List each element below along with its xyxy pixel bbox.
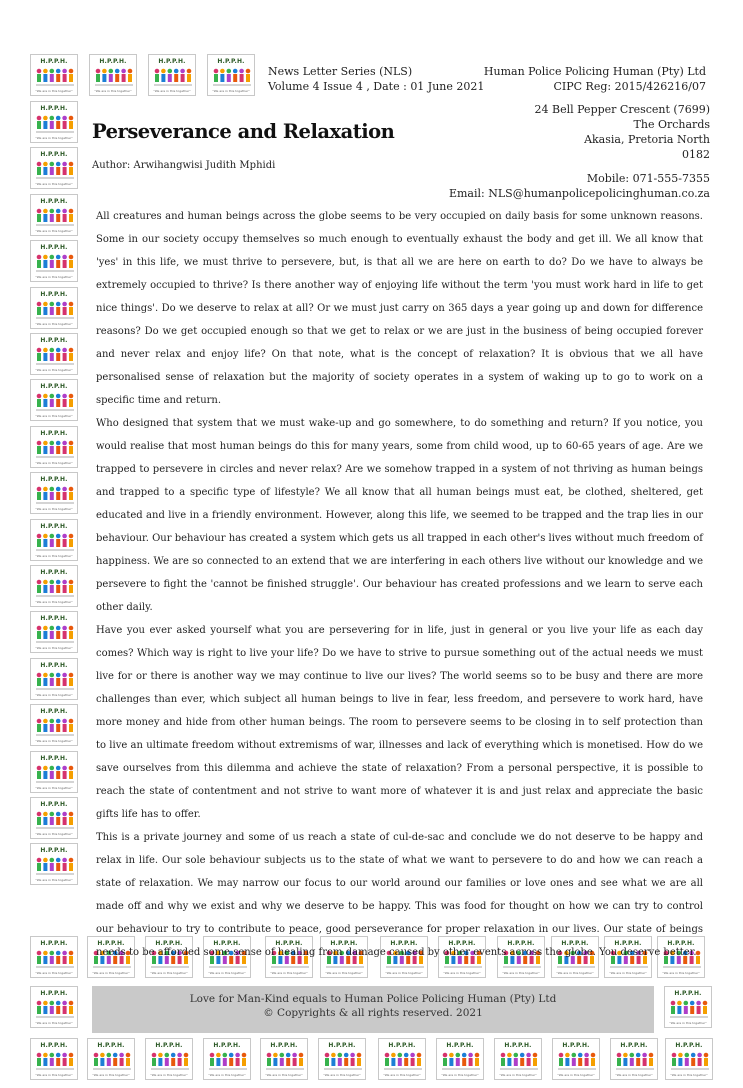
logo-caption: "We are in this together" — [35, 414, 73, 418]
hpph-logo-tile — [30, 54, 78, 96]
hpph-logo-tile — [30, 1038, 78, 1080]
people-figures-icon — [35, 438, 75, 460]
people-figures-icon — [35, 623, 75, 645]
people-figures-icon — [35, 763, 75, 785]
logo-text: H.P.P.H. — [213, 940, 241, 947]
people-figures-icon — [265, 1050, 305, 1072]
logo-text: H.P.P.H. — [40, 105, 68, 112]
logo-caption: "We are in this together" — [670, 1073, 708, 1077]
people-figures-icon — [323, 1050, 363, 1072]
article-title: Perseverance and Relaxation — [92, 120, 395, 143]
people-figures-icon — [150, 1050, 190, 1072]
logo-text: H.P.P.H. — [40, 476, 68, 483]
logo-caption: "We are in this together" — [35, 1073, 73, 1077]
hpph-logo-tile — [30, 751, 78, 793]
logo-caption: "We are in this together" — [208, 1073, 246, 1077]
logo-text: H.P.P.H. — [40, 383, 68, 390]
logo-caption: "We are in this together" — [556, 971, 594, 975]
hpph-logo-tile — [30, 333, 78, 375]
logo-caption: "We are in this together" — [150, 1073, 188, 1077]
logo-text: H.P.P.H. — [507, 940, 535, 947]
hpph-logo-tile — [30, 936, 78, 978]
logo-caption: "We are in this together" — [92, 971, 130, 975]
people-figures-icon — [35, 206, 75, 228]
logo-caption: "We are in this together" — [662, 971, 700, 975]
hpph-logo-tile — [436, 1038, 484, 1080]
hpph-logo-tile — [30, 472, 78, 514]
logo-caption: "We are in this together" — [669, 1021, 707, 1025]
logo-caption: "We are in this together" — [150, 971, 188, 975]
hpph-logo-tile — [30, 287, 78, 329]
logo-text: H.P.P.H. — [40, 430, 68, 437]
logo-text: H.P.P.H. — [40, 1042, 68, 1049]
logo-text: H.P.P.H. — [330, 940, 358, 947]
logo-text: H.P.P.H. — [97, 940, 125, 947]
logo-caption: "We are in this together" — [92, 1073, 130, 1077]
logo-caption: "We are in this together" — [35, 646, 73, 650]
logo-text: H.P.P.H. — [275, 940, 303, 947]
people-figures-icon — [35, 855, 75, 877]
logo-text: H.P.P.H. — [217, 58, 245, 65]
contact-block — [449, 171, 710, 201]
logo-text: H.P.P.H. — [328, 1042, 356, 1049]
people-figures-icon — [669, 998, 709, 1020]
logo-text: H.P.P.H. — [99, 58, 127, 65]
people-figures-icon — [670, 1050, 710, 1072]
people-figures-icon — [35, 577, 75, 599]
logo-caption: "We are in this together" — [208, 971, 246, 975]
paragraph: Who designed that system that we must wake-up and go somewhere, to do something and return? If you notice, you would realise that most human beings do this for many years, some from child wood, up to 60-65 years of age. Are we trapped to persevere in circles and never relax? Are we somehow trapped in a system of not thriving as human beings and trapped to a specific type of lifestyle? We all know that all human beings must eat, be clothed, sheltered, get educated and live in a friendly environment. However, along this life, we seemed to be trapped and the trap lies in our behaviour. Our behaviour has created a system which gets us all trapped in each other's lives without much freedom of happiness. We are so connected to an extend that we are interfering in each others live without our knowledge and we persevere to fight the 'cannot be finished struggle'. Our behaviour has created professions and we learn to serve each other daily. — [96, 418, 703, 613]
people-figures-icon — [35, 159, 75, 181]
logo-text: H.P.P.H. — [158, 58, 186, 65]
logo-text: H.P.P.H. — [446, 1042, 474, 1049]
people-figures-icon — [35, 998, 75, 1020]
hpph-logo-tile — [610, 1038, 658, 1080]
logo-caption: "We are in this together" — [35, 786, 73, 790]
article-body — [96, 205, 703, 964]
logo-text: H.P.P.H. — [40, 58, 68, 65]
newsletter-series-block — [268, 64, 484, 94]
company-name: Human Police Policing Human (Pty) Ltd — [483, 65, 706, 78]
people-figures-icon — [557, 1050, 597, 1072]
people-figures-icon — [383, 1050, 423, 1072]
logo-text: H.P.P.H. — [40, 615, 68, 622]
logo-text: H.P.P.H. — [675, 1042, 703, 1049]
people-figures-icon — [35, 1050, 75, 1072]
logo-caption: "We are in this together" — [499, 1073, 537, 1077]
hpph-logo-tile — [30, 101, 78, 143]
paragraph: This is a private journey and some of us reach a state of cul-de-sac and conclude we do not deserve to be happy and relax in life. Our sole behaviour subjects us to the state of what we want to persevere to do and how we can reach a state of relaxation. We may narrow our focus to our world around our families or love ones and see what we are all made off and why we exist and why we deserve to be happy. This was food for thought on how we can try to control our behaviour to try to contribute to peace, good perseverance for proper relaxation in our lives. Our state of beings needs to be afforded some sense of healing from damage caused by other events across the globe. You deserve better. — [96, 832, 703, 958]
logo-caption: "We are in this together" — [35, 507, 73, 511]
logo-text: H.P.P.H. — [40, 337, 68, 344]
logo-caption: "We are in this together" — [441, 1073, 479, 1077]
logo-caption: "We are in this together" — [35, 229, 73, 233]
logo-caption: "We are in this together" — [35, 971, 73, 975]
people-figures-icon — [615, 1050, 655, 1072]
people-figures-icon — [212, 66, 252, 88]
paragraph: Have you ever asked yourself what you are persevering for in life, just in general or you live your life as each day comes? Which way is right to live your life? Do we have to strive to pursue something out of the actual needs we must live for or there is another way we may continue to live our lives? The world seems so to be busy and there are more challenges than ever, which subject all human beings to live in fear, less freedom, and persevere to work hard, have more money and hide from other human beings. The room to persevere seems to be closing in to self protection than to live an ultimate freedom without extremisms of war, illnesses and lack of everything which is monetised. How do we save ourselves from this dilemma and achieve the state of relaxation? From a personal perspective, it is possible to reach the state of contentment and not strive to want more of whatever it is and just relax and appreciate the basic gifts life has to offer. — [96, 625, 703, 820]
people-figures-icon — [94, 66, 134, 88]
logo-caption: "We are in this together" — [212, 89, 250, 93]
hpph-logo-tile — [145, 1038, 193, 1080]
hpph-logo-tile — [30, 240, 78, 282]
logo-text: H.P.P.H. — [614, 940, 642, 947]
hpph-logo-tile — [318, 1038, 366, 1080]
logo-text: H.P.P.H. — [155, 940, 183, 947]
hpph-logo-tile — [30, 658, 78, 700]
logo-caption: "We are in this together" — [35, 461, 73, 465]
hpph-logo-tile — [30, 194, 78, 236]
logo-text: H.P.P.H. — [620, 1042, 648, 1049]
address-line: The Orchards — [633, 118, 710, 131]
hpph-logo-tile — [30, 379, 78, 421]
logo-caption: "We are in this together" — [383, 1073, 421, 1077]
logo-caption: "We are in this together" — [94, 89, 132, 93]
hpph-logo-tile — [30, 797, 78, 839]
footer-banner — [92, 986, 654, 1033]
hpph-logo-tile — [552, 1038, 600, 1080]
logo-caption: "We are in this together" — [35, 136, 73, 140]
people-figures-icon — [35, 948, 75, 970]
hpph-logo-tile — [665, 1038, 713, 1080]
logo-text: H.P.P.H. — [40, 847, 68, 854]
logo-text: H.P.P.H. — [40, 244, 68, 251]
hpph-logo-tile — [664, 986, 712, 1028]
people-figures-icon — [35, 809, 75, 831]
people-figures-icon — [35, 252, 75, 274]
logo-caption: "We are in this together" — [323, 1073, 361, 1077]
address-line: 24 Bell Pepper Crescent (7699) — [534, 103, 710, 116]
email-address: Email: NLS@humanpolicepolicinghuman.co.za — [448, 187, 710, 200]
logo-text: H.P.P.H. — [97, 1042, 125, 1049]
logo-text: H.P.P.H. — [270, 1042, 298, 1049]
people-figures-icon — [92, 1050, 132, 1072]
logo-caption: "We are in this together" — [35, 182, 73, 186]
footer-copyright: © Copyrights & all rights reserved. 2021 — [263, 1007, 483, 1019]
footer-tagline: Love for Man-Kind equals to Human Police Policing Human (Pty) Ltd — [189, 993, 557, 1005]
logo-caption: "We are in this together" — [35, 600, 73, 604]
hpph-logo-tile — [87, 1038, 135, 1080]
logo-text: H.P.P.H. — [40, 755, 68, 762]
logo-text: H.P.P.H. — [40, 569, 68, 576]
logo-text: H.P.P.H. — [390, 940, 418, 947]
logo-text: H.P.P.H. — [40, 291, 68, 298]
logo-caption: "We are in this together" — [557, 1073, 595, 1077]
people-figures-icon — [35, 670, 75, 692]
logo-caption: "We are in this together" — [35, 878, 73, 882]
hpph-logo-tile — [30, 565, 78, 607]
paragraph: All creatures and human beings across the globe seems to be very occupied on daily basis for some unknown reasons. Some in our society occupy themselves so much enough to eventually exhaust the body and get ill. We all know that 'yes' in this life, we must thrive to persevere, but, is that all we are here on earth to do? Do we have to always be extremely occupied to thrive? Is there another way of enjoying life without the term 'you must work hard in life to get nice things'. Do we deserve to relax at all? Or we must just carry on 365 days a year going up and down for difference reasons? Do we get occupied enough so that we get to relax or we are just in the business of being occupied forever and never relax and enjoy life? On that note, what is the concept of relaxation? It is obvious that we all have personalised sense of relaxation but the majority of society operates in a system of waking up to go to work on a specific time and return. — [96, 211, 703, 406]
people-figures-icon — [35, 531, 75, 553]
logo-text: H.P.P.H. — [40, 940, 68, 947]
mobile-number: Mobile: 071-555-7355 — [586, 172, 710, 185]
logo-text: H.P.P.H. — [40, 198, 68, 205]
logo-caption: "We are in this together" — [35, 1021, 73, 1025]
logo-caption: "We are in this together" — [502, 971, 540, 975]
article-author: Author: Arwihangwisi Judith Mphidi — [92, 160, 276, 171]
logo-caption: "We are in this together" — [615, 1073, 653, 1077]
logo-text: H.P.P.H. — [40, 708, 68, 715]
people-figures-icon — [441, 1050, 481, 1072]
hpph-logo-tile — [30, 147, 78, 189]
hpph-logo-tile — [30, 426, 78, 468]
logo-text: H.P.P.H. — [213, 1042, 241, 1049]
address-line: Akasia, Pretoria North — [584, 133, 710, 146]
hpph-logo-tile — [89, 54, 137, 96]
logo-caption: "We are in this together" — [270, 971, 308, 975]
logo-text: H.P.P.H. — [155, 1042, 183, 1049]
hpph-logo-tile — [203, 1038, 251, 1080]
logo-text: H.P.P.H. — [504, 1042, 532, 1049]
hpph-logo-tile — [30, 986, 78, 1028]
logo-text: H.P.P.H. — [40, 801, 68, 808]
series-label: News Letter Series (NLS) — [268, 65, 413, 78]
logo-caption: "We are in this together" — [609, 971, 647, 975]
logo-text: H.P.P.H. — [40, 151, 68, 158]
hpph-logo-tile — [260, 1038, 308, 1080]
hpph-logo-tile — [378, 1038, 426, 1080]
hpph-logo-tile — [494, 1038, 542, 1080]
issue-date: Volume 4 Issue 4 , Date : 01 June 2021 — [268, 80, 485, 93]
logo-text: H.P.P.H. — [561, 940, 589, 947]
logo-caption: "We are in this together" — [35, 554, 73, 558]
logo-caption: "We are in this together" — [325, 971, 363, 975]
logo-caption: "We are in this together" — [35, 739, 73, 743]
company-block — [484, 64, 706, 94]
logo-caption: "We are in this together" — [153, 89, 191, 93]
hpph-logo-tile — [30, 611, 78, 653]
people-figures-icon — [35, 345, 75, 367]
logo-caption: "We are in this together" — [385, 971, 423, 975]
address-block — [535, 102, 710, 162]
logo-text: H.P.P.H. — [40, 662, 68, 669]
people-figures-icon — [35, 716, 75, 738]
logo-text: H.P.P.H. — [667, 940, 695, 947]
people-figures-icon — [35, 391, 75, 413]
logo-text: H.P.P.H. — [388, 1042, 416, 1049]
logo-text: H.P.P.H. — [448, 940, 476, 947]
logo-caption: "We are in this together" — [35, 368, 73, 372]
address-line: 0182 — [682, 148, 710, 161]
hpph-logo-tile — [30, 519, 78, 561]
logo-caption: "We are in this together" — [35, 832, 73, 836]
logo-caption: "We are in this together" — [35, 275, 73, 279]
logo-caption: "We are in this together" — [443, 971, 481, 975]
hpph-logo-tile — [148, 54, 196, 96]
people-figures-icon — [35, 484, 75, 506]
logo-caption: "We are in this together" — [35, 89, 73, 93]
logo-text: H.P.P.H. — [40, 990, 68, 997]
logo-caption: "We are in this together" — [35, 322, 73, 326]
logo-text: H.P.P.H. — [674, 990, 702, 997]
people-figures-icon — [153, 66, 193, 88]
logo-caption: "We are in this together" — [35, 693, 73, 697]
hpph-logo-tile — [30, 704, 78, 746]
logo-text: H.P.P.H. — [40, 523, 68, 530]
people-figures-icon — [35, 299, 75, 321]
logo-caption: "We are in this together" — [265, 1073, 303, 1077]
people-figures-icon — [35, 66, 75, 88]
people-figures-icon — [208, 1050, 248, 1072]
hpph-logo-tile — [30, 843, 78, 885]
people-figures-icon — [499, 1050, 539, 1072]
logo-text: H.P.P.H. — [562, 1042, 590, 1049]
company-registration: CIPC Reg: 2015/426216/07 — [553, 80, 706, 93]
hpph-logo-tile — [207, 54, 255, 96]
people-figures-icon — [35, 113, 75, 135]
